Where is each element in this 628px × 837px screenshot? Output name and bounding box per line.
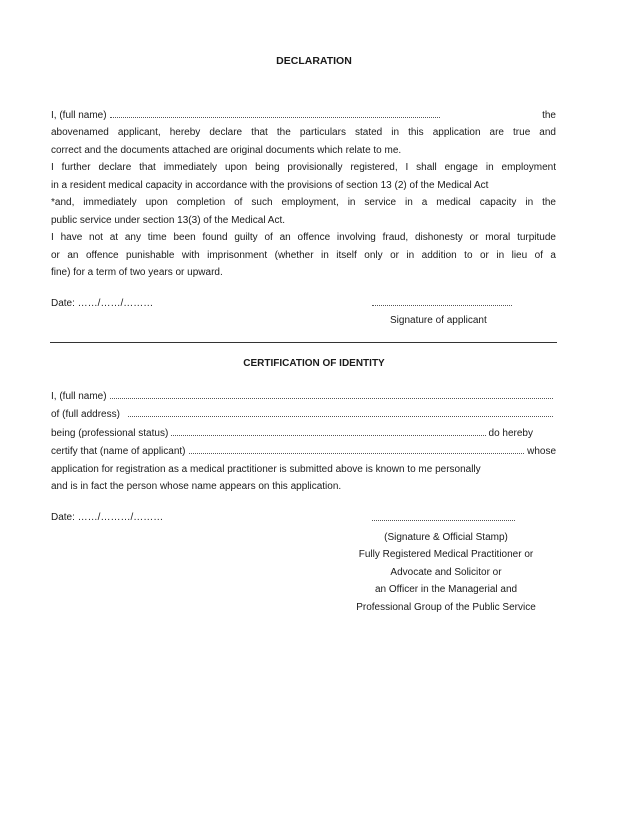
- certifier-name-label: I, (full name): [51, 391, 107, 402]
- declaration-line: in a resident medical capacity in accordance with the provisions of section 13 (2) of the Medical Act: [51, 180, 489, 191]
- certifier-signature-blank[interactable]: [372, 519, 515, 521]
- certification-line: and is in fact the person whose name appears on this application.: [51, 481, 342, 492]
- signer-line: Professional Group of the Public Service: [356, 602, 536, 613]
- signer-line: an Officer in the Managerial and: [374, 584, 518, 595]
- full-name-blank[interactable]: [110, 107, 440, 118]
- certification-date[interactable]: Date: ……/………/………: [51, 512, 164, 523]
- declaration-line: correct and the documents attached are original documents which relate to me.: [51, 145, 402, 156]
- certifier-name-blank[interactable]: [110, 388, 553, 399]
- certifier-address-label: of (full address): [51, 409, 120, 420]
- certification-title: CERTIFICATION OF IDENTITY: [243, 358, 385, 369]
- professional-status-line: [51, 425, 533, 443]
- whose-label: whose: [527, 446, 556, 457]
- signer-line: Fully Registered Medical Practitioner or: [358, 549, 534, 560]
- certification-line: application for registration as a medical practitioner is submitted above is known to me personally: [51, 464, 481, 475]
- declaration-line: I further declare that immediately upon being provisionally registered, I shall engage in employment: [51, 162, 556, 173]
- applicant-name-line: [51, 443, 556, 461]
- signer-line: Advocate and Solicitor or: [390, 567, 502, 578]
- certifier-address-blank[interactable]: [128, 406, 553, 417]
- declaration-line: *and, immediately upon completion of such employment, in service in a medical capacity in the: [51, 197, 556, 208]
- declaration-line: fine) for a term of two years or upward.: [51, 267, 223, 278]
- full-name-line: [51, 107, 556, 125]
- declaration-line: public service under section 13(3) of the Medical Act.: [51, 215, 286, 226]
- professional-status-blank[interactable]: [171, 425, 485, 436]
- signer-line: (Signature & Official Stamp): [384, 532, 508, 543]
- do-hereby-label: do hereby: [488, 428, 533, 439]
- declaration-line: or an offence punishable with imprisonment (whether in itself only or in addition to or in lieu of a: [51, 250, 556, 261]
- certifier-name-line: [51, 388, 556, 406]
- applicant-name-label: certify that (name of applicant): [51, 446, 186, 457]
- declaration-title: DECLARATION: [276, 55, 352, 67]
- professional-status-label: being (professional status): [51, 428, 169, 439]
- signature-label: Signature of applicant: [390, 315, 487, 326]
- applicant-name-blank[interactable]: [189, 443, 525, 454]
- section-divider: [50, 342, 557, 343]
- applicant-signature-blank[interactable]: [372, 304, 512, 306]
- full-name-label: I, (full name): [51, 110, 107, 121]
- certifier-address-line: [51, 406, 556, 424]
- the-label: the: [542, 110, 556, 121]
- declaration-line: I have not at any time been found guilty of an offence involving fraud, dishonesty or moral turpitude: [51, 232, 556, 243]
- declaration-date[interactable]: Date: ……/……/………: [51, 298, 154, 309]
- declaration-line: abovenamed applicant, hereby declare that the particulars stated in this application are true and: [51, 127, 556, 138]
